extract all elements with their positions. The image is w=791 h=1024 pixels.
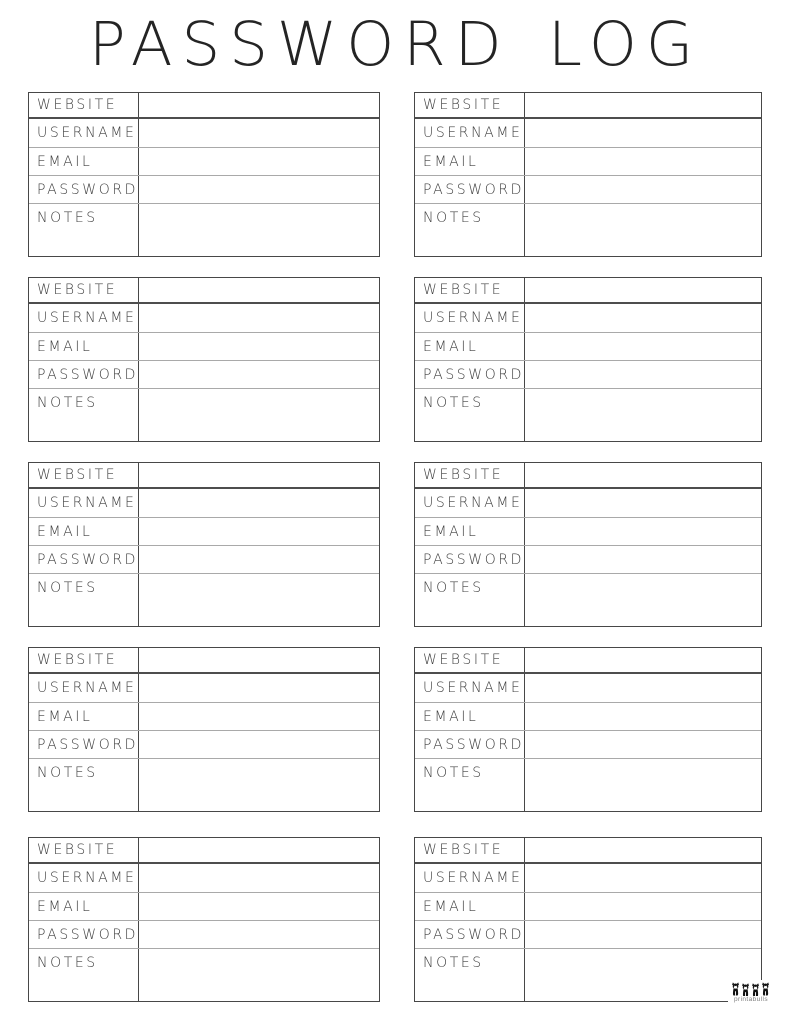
password-entry-block [414,92,762,257]
field-row-username [415,119,761,148]
field-row-username [29,304,379,333]
field-row-password [415,731,761,759]
field-row-username [415,674,761,703]
field-label-username: USERNAME [415,674,525,702]
field-value-email [525,703,761,730]
password-entry-block [414,647,762,812]
field-row-website [415,648,761,674]
field-label-email: EMAIL [415,518,525,545]
field-row-notes [415,759,761,811]
field-row-password [415,176,761,204]
field-value-website [139,463,379,487]
field-row-email [29,518,379,546]
field-label-website: WEBSITE [415,278,525,302]
field-value-website [525,463,761,487]
field-value-website [139,278,379,302]
field-label-email: EMAIL [29,703,139,730]
field-row-notes [415,389,761,441]
field-value-username [139,489,379,517]
field-value-username [525,489,761,517]
field-value-username [525,119,761,147]
field-label-website: WEBSITE [29,463,139,487]
field-label-username: USERNAME [415,864,525,892]
field-value-password [525,361,761,388]
field-value-email [139,893,379,920]
field-value-notes [525,389,761,441]
printabulls-logo [728,980,774,1005]
field-row-notes [415,949,761,1001]
field-label-notes: NOTES [29,759,139,811]
field-row-username [415,489,761,518]
password-entry-block [414,277,762,442]
field-value-website [525,93,761,117]
field-row-email [29,148,379,176]
field-label-email: EMAIL [415,893,525,920]
field-row-password [29,176,379,204]
field-value-notes [139,759,379,811]
password-entry-block [28,277,380,442]
field-label-username: USERNAME [29,864,139,892]
field-label-password: PASSWORD [29,176,139,203]
field-value-username [139,119,379,147]
field-row-username [29,489,379,518]
field-row-notes [415,204,761,256]
field-value-username [139,304,379,332]
field-label-notes: NOTES [29,204,139,256]
field-row-username [415,864,761,893]
field-value-username [525,304,761,332]
field-value-website [525,278,761,302]
field-value-password [525,921,761,948]
field-row-website [29,278,379,304]
field-row-email [415,333,761,361]
bulldogs-icon [731,982,771,996]
field-row-password [415,546,761,574]
field-value-email [139,703,379,730]
field-label-username: USERNAME [29,489,139,517]
field-label-email: EMAIL [415,333,525,360]
field-value-password [525,731,761,758]
field-row-password [29,921,379,949]
field-label-website: WEBSITE [415,838,525,862]
field-label-notes: NOTES [415,949,525,1001]
field-row-password [29,731,379,759]
field-value-notes [525,204,761,256]
field-row-website [29,93,379,119]
field-label-website: WEBSITE [29,838,139,862]
field-row-email [415,518,761,546]
field-label-notes: NOTES [415,204,525,256]
field-label-username: USERNAME [415,119,525,147]
field-value-username [139,864,379,892]
field-row-username [29,674,379,703]
field-label-website: WEBSITE [29,648,139,672]
field-row-website [29,648,379,674]
field-row-notes [29,204,379,256]
field-row-website [415,278,761,304]
field-label-username: USERNAME [29,119,139,147]
printabulls-wordmark: printabulls [733,996,769,1004]
field-label-password: PASSWORD [415,546,525,573]
field-value-password [139,731,379,758]
field-row-password [415,361,761,389]
field-value-username [525,864,761,892]
password-entry-block [28,92,380,257]
field-label-username: USERNAME [29,674,139,702]
field-value-notes [139,574,379,626]
field-value-email [525,893,761,920]
field-label-notes: NOTES [415,759,525,811]
field-row-email [415,148,761,176]
field-row-website [415,838,761,864]
field-label-username: USERNAME [29,304,139,332]
field-value-email [139,333,379,360]
field-row-password [29,361,379,389]
field-label-password: PASSWORD [29,731,139,758]
field-label-password: PASSWORD [415,921,525,948]
field-label-notes: NOTES [29,389,139,441]
field-label-password: PASSWORD [29,921,139,948]
password-entry-block [414,462,762,627]
field-value-email [525,333,761,360]
field-label-email: EMAIL [29,333,139,360]
field-value-notes [139,389,379,441]
field-value-username [525,674,761,702]
field-row-email [415,893,761,921]
field-label-website: WEBSITE [29,93,139,117]
field-row-notes [415,574,761,626]
field-label-password: PASSWORD [415,361,525,388]
field-label-email: EMAIL [29,893,139,920]
field-label-username: USERNAME [415,304,525,332]
field-row-notes [29,389,379,441]
field-row-email [29,893,379,921]
password-entry-block [28,462,380,627]
field-row-password [415,921,761,949]
field-row-website [29,463,379,489]
field-label-notes: NOTES [415,574,525,626]
field-row-username [415,304,761,333]
field-row-notes [29,574,379,626]
field-label-password: PASSWORD [415,176,525,203]
field-value-website [525,838,761,862]
field-value-website [525,648,761,672]
field-value-password [139,921,379,948]
field-label-website: WEBSITE [415,93,525,117]
field-value-email [139,148,379,175]
field-value-password [139,546,379,573]
field-value-website [139,93,379,117]
password-entry-block [28,837,380,1002]
field-label-website: WEBSITE [415,463,525,487]
field-row-email [415,703,761,731]
field-label-website: WEBSITE [415,648,525,672]
field-value-password [139,361,379,388]
field-value-email [525,518,761,545]
password-entry-block [414,837,762,1002]
field-label-password: PASSWORD [29,546,139,573]
field-label-notes: NOTES [415,389,525,441]
field-label-email: EMAIL [29,148,139,175]
field-value-notes [139,204,379,256]
field-row-website [29,838,379,864]
field-value-email [525,148,761,175]
password-entry-block [28,647,380,812]
field-value-password [139,176,379,203]
field-value-notes [525,759,761,811]
field-value-username [139,674,379,702]
field-label-email: EMAIL [29,518,139,545]
log-blocks-grid [28,92,762,1002]
field-row-website [415,463,761,489]
field-row-password [29,546,379,574]
field-label-password: PASSWORD [415,731,525,758]
field-value-notes [525,949,761,1001]
field-label-notes: NOTES [29,574,139,626]
page-title: PASSWORD LOG [88,9,703,80]
field-value-notes [139,949,379,1001]
field-label-notes: NOTES [29,949,139,1001]
field-value-password [525,176,761,203]
field-value-password [525,546,761,573]
field-row-website [415,93,761,119]
field-label-username: USERNAME [415,489,525,517]
field-value-email [139,518,379,545]
field-label-website: WEBSITE [29,278,139,302]
field-row-email [29,703,379,731]
field-value-website [139,648,379,672]
field-value-website [139,838,379,862]
field-row-email [29,333,379,361]
field-row-username [29,119,379,148]
field-label-email: EMAIL [415,148,525,175]
field-row-notes [29,949,379,1001]
field-row-username [29,864,379,893]
field-value-notes [525,574,761,626]
field-label-email: EMAIL [415,703,525,730]
field-row-notes [29,759,379,811]
field-label-password: PASSWORD [29,361,139,388]
